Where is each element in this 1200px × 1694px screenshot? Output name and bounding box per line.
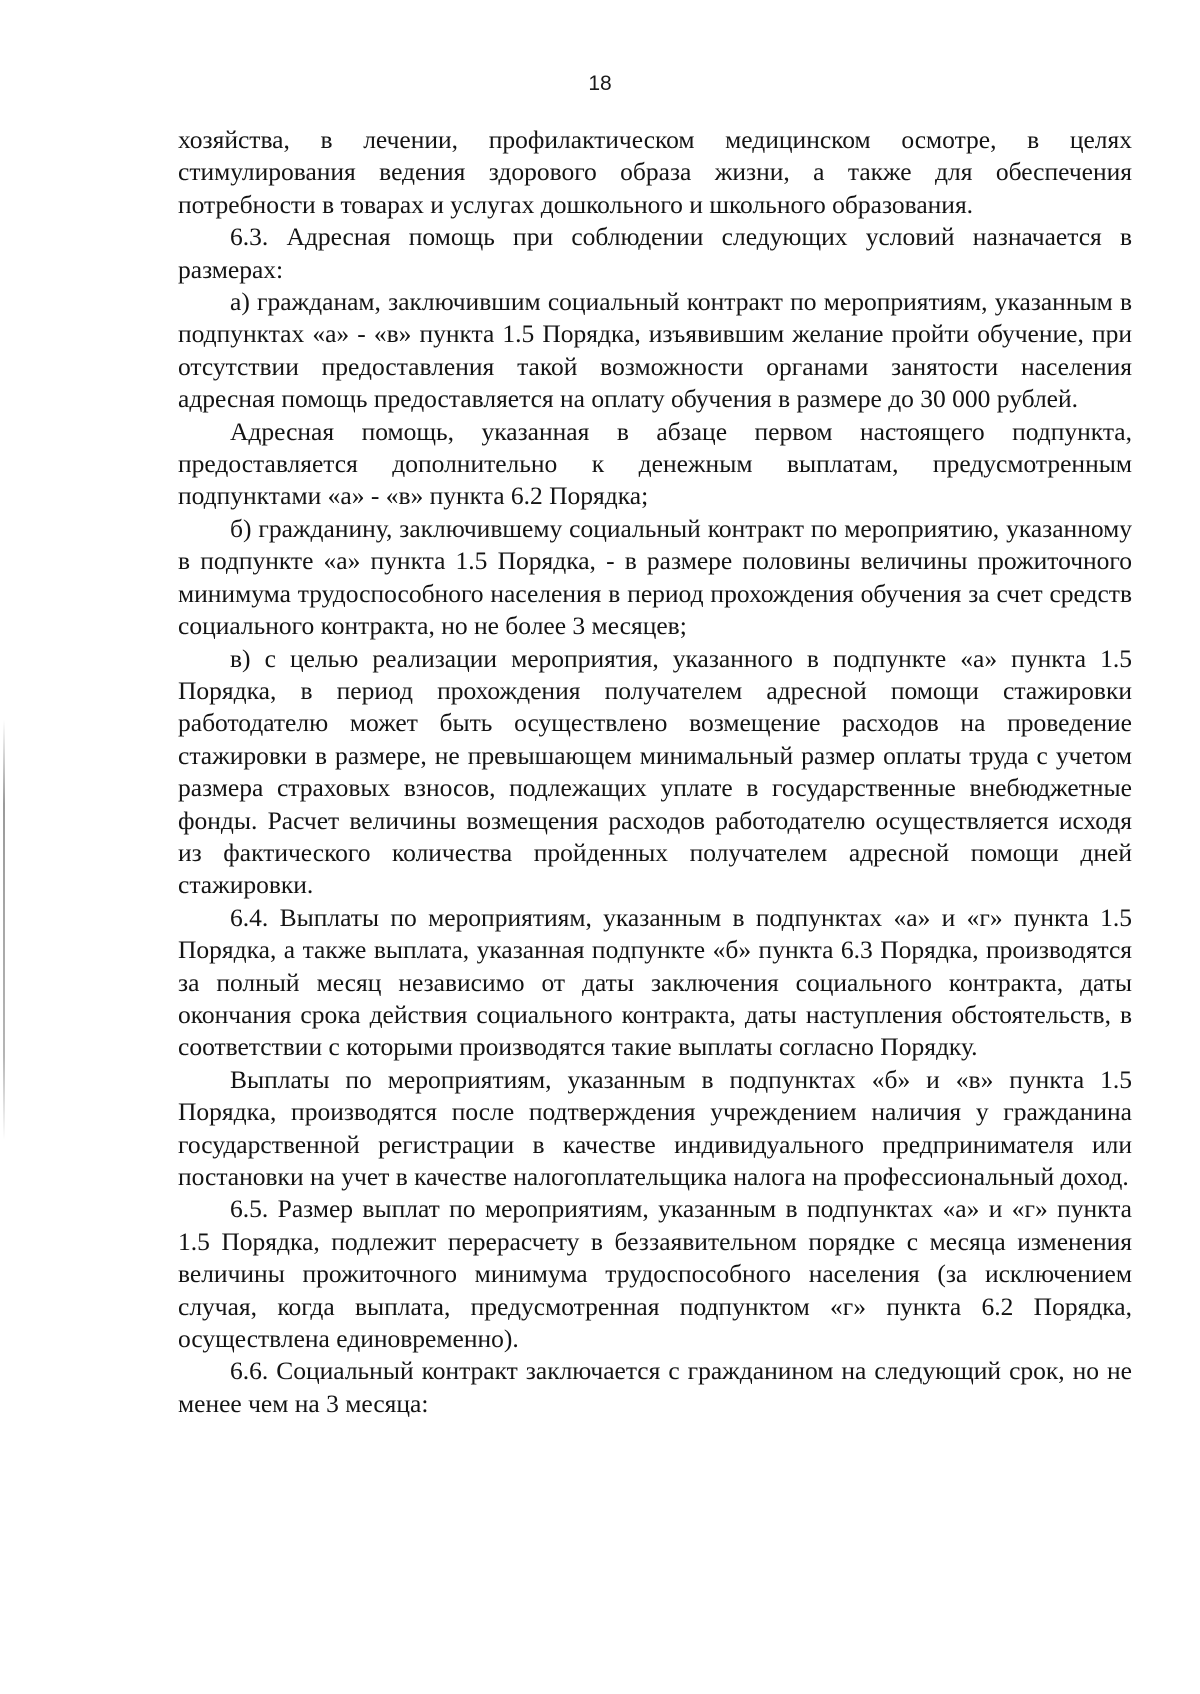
paragraph-6-3-b: б) гражданину, заключившему социальный контракт по мероприятию, указанному в подпункте «а» пункта 1.5 Порядка, - в размере половины величины прожиточного минимума трудоспособного населения в период прохождения обучения за счет средств социального контракта, но не более 3 месяцев; (178, 513, 1132, 641)
paragraph-6-6: 6.6. Социальный контракт заключается с гражданином на следующий срок, но не менее чем на 3 месяца: (178, 1356, 1132, 1418)
document-body (178, 124, 1132, 1420)
page-number: 18 (588, 72, 612, 95)
paragraph-6-5: 6.5. Размер выплат по мероприятиям, указанным в подпунктах «а» и «г» пункта 1.5 Порядка, подлежит перерасчету в беззаявительном порядке с месяца изменения величины прожиточного минимума трудоспособного населения (за исключением случая, когда выплата, предусмотренная подпунктом «г» пункта 6.2 Порядка, осуществлена единовременно). (178, 1194, 1132, 1354)
paragraph-6-3: 6.3. Адресная помощь при соблюдении следующих условий назначается в размерах: (178, 222, 1132, 284)
paragraph-6-3-a: а) гражданам, заключившим социальный контракт по мероприятиям, указанным в подпунктах «а» - «в» пункта 1.5 Порядка, изъявившим желание пройти обучение, при отсутствии предоставления такой возможности органами занятости населения адресная помощь предоставляется на оплату обучения в размере до 30 000 рублей. (178, 287, 1132, 414)
paragraph-6-4: 6.4. Выплаты по мероприятиям, указанным в подпунктах «а» и «г» пункта 1.5 Порядка, а также выплата, указанная подпункте «б» пункта 6.3 Порядка, производятся за полный месяц независимо от даты заключения социального контракта, даты окончания срока действия социального контракта, даты наступления обстоятельств, в соответствии с которыми производятся такие выплаты согласно Порядку. (178, 902, 1132, 1062)
scan-edge-mark (3, 720, 5, 1140)
paragraph-6-3-a-note: Адресная помощь, указанная в абзаце первом настоящего подпункта, предоставляется дополнительно к денежным выплатам, предусмотренным подпунктами «а» - «в» пункта 6.2 Порядка; (178, 416, 1132, 511)
paragraph-continuation: хозяйства, в лечении, профилактическом медицинском осмотре, в целях стимулирования ведения здорового образа жизни, а также для обеспечения потребности в товарах и услугах дошкольного и школьного образования. (178, 125, 1132, 219)
paragraph-6-4-payments: Выплаты по мероприятиям, указанным в подпунктах «б» и «в» пункта 1.5 Порядка, производятся после подтверждения учреждением наличия у гражданина государственной регистрации в качестве индивидуального предпринимателя или постановки на учет в качестве налогоплательщика налога на профессиональный доход. (178, 1064, 1132, 1191)
paragraph-6-3-v: в) с целью реализации мероприятия, указанного в подпункте «а» пункта 1.5 Порядка, в период прохождения получателем адресной помощи стажировки работодателю может быть осуществлено возмещение расходов на проведение стажировки в размере, не превышающем минимальный размер оплаты труда с учетом размера страховых взносов, подлежащих уплате в государственные внебюджетные фонды. Расчет величины возмещения расходов работодателю осуществляется исходя из фактического количества пройденных получателем адресной помощи дней стажировки. (178, 643, 1132, 900)
